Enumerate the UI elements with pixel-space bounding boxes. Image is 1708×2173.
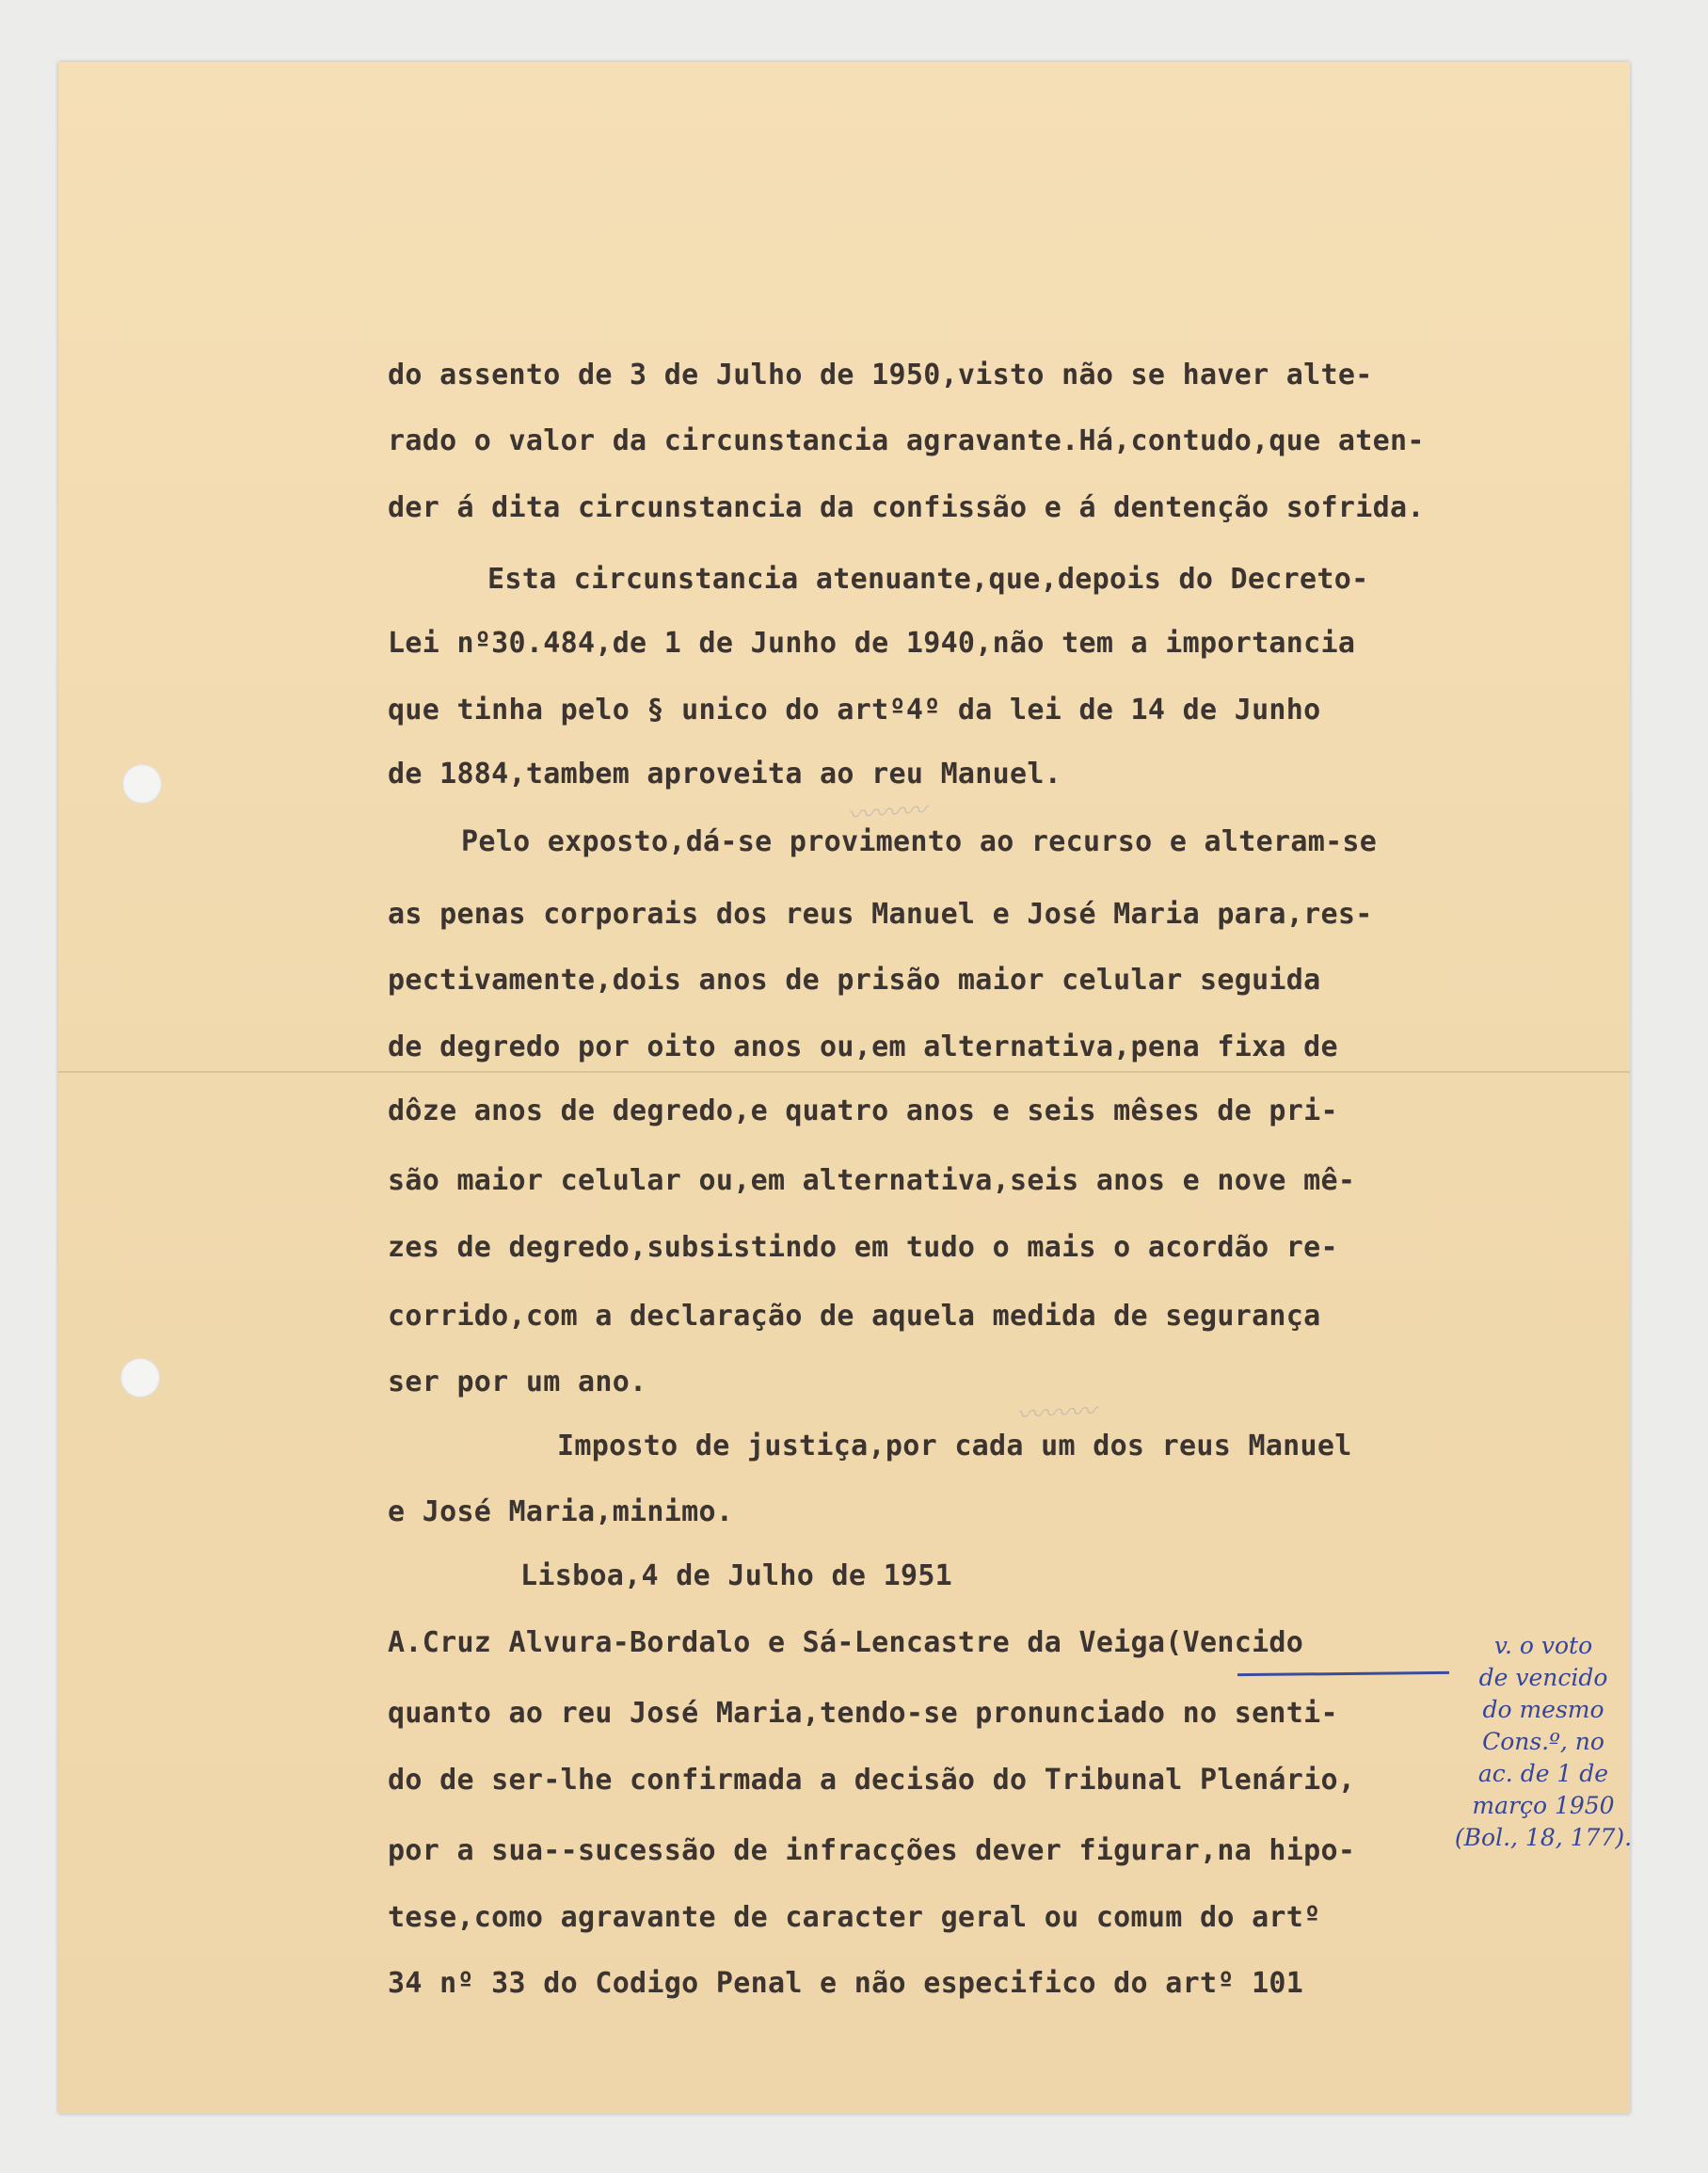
bleed-through-mark: 〰〰〰 — [1015, 1395, 1096, 1431]
text-line: tese,como agravante de caracter geral ou comum do artº — [388, 1901, 1321, 1934]
text-line: pectivamente,dois anos de prisão maior celular seguida — [388, 964, 1321, 997]
paper-fold — [58, 1071, 1630, 1073]
text-line: por a sua--sucessão de infracções dever figurar,na hipo- — [388, 1834, 1356, 1867]
text-line: do de ser-lhe confirmada a decisão do Tribunal Plenário, — [388, 1764, 1356, 1797]
text-line: de degredo por oito anos ou,em alternativa,pena fixa de — [388, 1031, 1338, 1063]
handwritten-margin-note — [1445, 1630, 1642, 1854]
margin-note-line: Cons.º, no — [1482, 1728, 1604, 1755]
text-line: 34 nº 33 do Codigo Penal e não especifico do artº 101 — [388, 1967, 1304, 2000]
punch-hole — [120, 1358, 160, 1398]
text-line: ser por um ano. — [388, 1366, 647, 1398]
text-line: de 1884,tambem aproveita ao reu Manuel. — [388, 758, 1062, 791]
margin-note-line: (Bol., 18, 177). — [1454, 1824, 1633, 1851]
text-line: Lei nº30.484,de 1 de Junho de 1940,não tem a importancia — [388, 627, 1356, 660]
text-line: A.Cruz Alvura-Bordalo e Sá-Lencastre da Veiga(Vencido — [388, 1626, 1304, 1659]
text-line: Lisboa,4 de Julho de 1951 — [520, 1559, 953, 1592]
text-line: do assento de 3 de Julho de 1950,visto não se haver alte- — [388, 359, 1373, 391]
text-line: que tinha pelo § unico do artº4º da lei de 14 de Junho — [388, 694, 1321, 727]
margin-note-line: março 1950 — [1472, 1792, 1615, 1819]
text-line: as penas corporais dos reus Manuel e José Maria para,res- — [388, 898, 1373, 931]
text-line: rado o valor da circunstancia agravante.Há,contudo,que aten- — [388, 424, 1425, 457]
text-line: e José Maria,minimo. — [388, 1495, 734, 1528]
text-line: zes de degredo,subsistindo em tudo o mais o acordão re- — [388, 1231, 1338, 1264]
text-line: são maior celular ou,em alternativa,seis anos e nove mê- — [388, 1164, 1356, 1197]
text-line: quanto ao reu José Maria,tendo-se pronunciado no senti- — [388, 1697, 1338, 1730]
text-line: Esta circunstancia atenuante,que,depois do Decreto- — [487, 563, 1369, 596]
text-line: Pelo exposto,dá-se provimento ao recurso e alteram-se — [461, 825, 1378, 858]
text-line: der á dita circunstancia da confissão e á dentenção sofrida. — [388, 491, 1425, 524]
text-line: dôze anos de degredo,e quatro anos e seis mêses de pri- — [388, 1094, 1338, 1127]
margin-note-line: do mesmo — [1482, 1696, 1604, 1723]
margin-note-line: v. o voto — [1493, 1632, 1593, 1659]
text-line: corrido,com a declaração de aquela medida de segurança — [388, 1300, 1321, 1333]
text-line: Imposto de justiça,por cada um dos reus Manuel — [557, 1430, 1352, 1462]
margin-note-line: de vencido — [1478, 1664, 1608, 1691]
margin-note-line: ac. de 1 de — [1477, 1760, 1609, 1787]
bleed-through-mark: 〰〰〰 — [846, 794, 928, 831]
punch-hole — [122, 764, 162, 804]
